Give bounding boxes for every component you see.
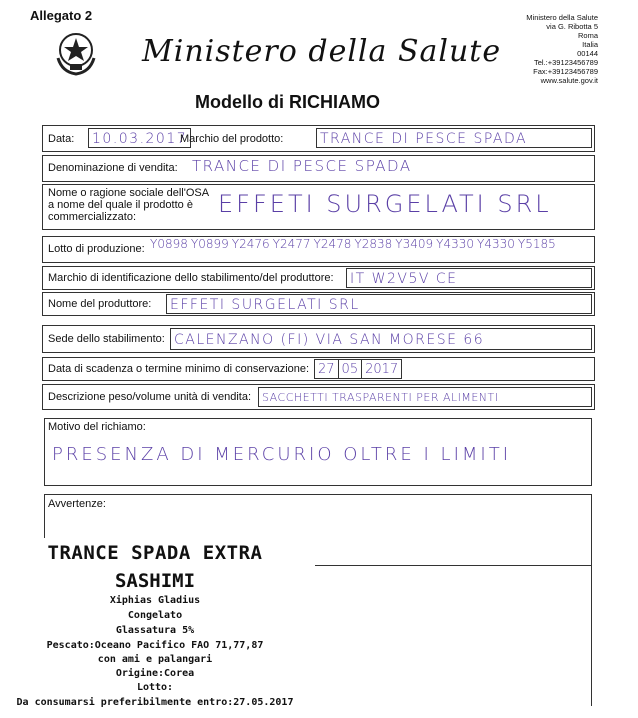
motivo-label: Motivo del richiamo: bbox=[48, 421, 146, 433]
motivo-field[interactable]: PRESENZA DI MERCURIO OLTRE I LIMITI bbox=[52, 444, 512, 465]
lotto-value[interactable]: Y2477 bbox=[272, 237, 311, 251]
produttore-field[interactable]: EFFETI SURGELATI SRL bbox=[166, 294, 592, 314]
lotto-value[interactable]: Y2478 bbox=[313, 237, 352, 251]
denominazione-label: Denominazione di vendita: bbox=[48, 162, 178, 174]
data-label: Data: bbox=[48, 133, 75, 145]
product-name: TRANCE SPADA EXTRA bbox=[47, 542, 263, 564]
scadenza-year[interactable]: 2017 bbox=[362, 359, 402, 379]
product-state: Congelato bbox=[127, 610, 183, 621]
address-line: www.salute.gov.it bbox=[540, 76, 598, 85]
sede-field[interactable]: CALENZANO (FI) VIA SAN MORESE 66 bbox=[170, 328, 592, 350]
product-glazing: Glassatura 5% bbox=[115, 625, 195, 636]
marchio-label: Marchio del prodotto: bbox=[180, 133, 284, 145]
address-line: 00144 bbox=[577, 49, 598, 58]
address-line: Tel.:+39123456789 bbox=[533, 58, 598, 67]
product-lot: Lotto: bbox=[136, 682, 174, 693]
avvertenze-label: Avvertenze: bbox=[48, 498, 106, 510]
form-title: Modello di RICHIAMO bbox=[195, 92, 380, 112]
peso-field[interactable]: SACCHETTI TRASPARENTI PER ALIMENTI bbox=[258, 387, 592, 407]
republic-emblem-icon bbox=[52, 30, 100, 76]
osa-field[interactable]: EFFETI SURGELATI SRL bbox=[218, 190, 552, 218]
lotto-value[interactable]: Y0899 bbox=[190, 237, 229, 251]
scadenza-day[interactable]: 27 bbox=[314, 359, 339, 379]
marchio-id-label: Marchio di identificazione dello stabilimento/del produttore: bbox=[48, 272, 334, 284]
address-line: Ministero della Salute bbox=[526, 13, 598, 22]
sede-label: Sede dello stabilimento: bbox=[48, 333, 165, 345]
address-line: Italia bbox=[582, 40, 598, 49]
produttore-label: Nome del produttore: bbox=[48, 298, 152, 310]
lotto-value[interactable]: Y0898 bbox=[150, 237, 188, 251]
product-expiry: Da consumarsi preferibilmente entro:27.05.2017 bbox=[16, 697, 294, 708]
denominazione-field[interactable]: TRANCE DI PESCE SPADA bbox=[192, 157, 412, 175]
marchio-id-field[interactable]: IT W2V5V CE bbox=[346, 268, 592, 288]
scadenza-field[interactable] bbox=[314, 359, 402, 379]
osa-label: Nome o ragione sociale dell'OSA a nome del quale il prodotto è commercializzato: bbox=[48, 187, 210, 223]
address-line: via G. Ribotta 5 bbox=[546, 22, 598, 31]
marchio-field[interactable]: TRANCE DI PESCE SPADA bbox=[316, 128, 592, 148]
data-field[interactable]: 10.03.2017 bbox=[88, 128, 191, 148]
lotto-value[interactable]: Y4330 bbox=[436, 237, 474, 251]
lotto-label: Lotto di produzione: bbox=[48, 243, 145, 255]
ministry-address bbox=[526, 13, 598, 85]
address-line: Roma bbox=[577, 31, 598, 40]
address-line: Fax:+39123456789 bbox=[533, 67, 598, 76]
scadenza-label: Data di scadenza o termine minimo di conservazione: bbox=[48, 363, 310, 375]
ministry-title: Ministero della Salute bbox=[142, 34, 502, 69]
lotto-value[interactable]: Y4330 bbox=[477, 237, 515, 251]
allegato-label: Allegato 2 bbox=[30, 8, 93, 23]
product-origin: Origine:Corea bbox=[115, 668, 195, 679]
lotto-values bbox=[150, 237, 556, 251]
lotto-value[interactable]: Y5185 bbox=[517, 237, 556, 251]
lotto-value[interactable]: Y2476 bbox=[231, 237, 270, 251]
product-fishing-area: Pescato:Oceano Pacifico FAO 71,77,87 bbox=[46, 640, 264, 651]
peso-label: Descrizione peso/volume unità di vendita: bbox=[48, 391, 252, 403]
scadenza-month[interactable]: 05 bbox=[339, 359, 363, 379]
product-subname: SASHIMI bbox=[114, 570, 196, 592]
lotto-value[interactable]: Y2838 bbox=[354, 237, 393, 251]
lotto-value[interactable]: Y3409 bbox=[395, 237, 434, 251]
product-fishing-gear: con ami e palangari bbox=[97, 654, 213, 665]
product-species: Xiphias Gladius bbox=[109, 595, 201, 606]
